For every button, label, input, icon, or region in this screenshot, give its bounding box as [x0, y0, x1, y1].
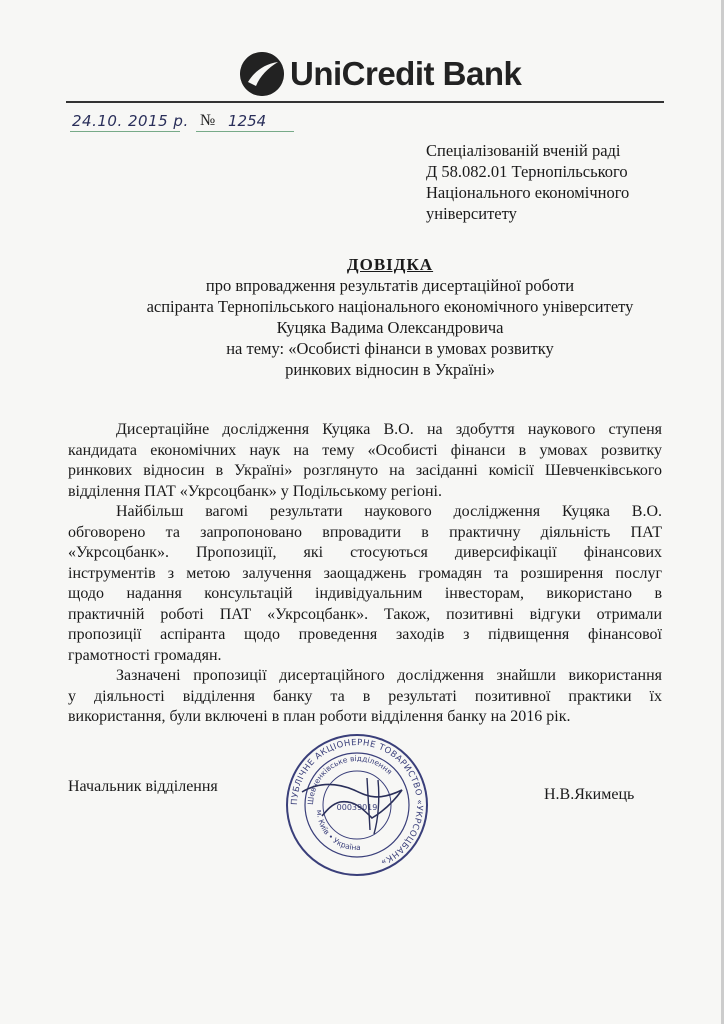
- body-line: обговорено та запропоновано впровадити в практичну діяльність ПАТ: [68, 523, 662, 541]
- body-line: грамотності громадян.: [68, 646, 222, 664]
- addressee-line: Д 58.082.01 Тернопільського: [426, 162, 628, 181]
- body-line: інструментів з метою залучення заощаджень громадян та розширення послуг: [68, 564, 662, 582]
- number-underline: [196, 131, 294, 132]
- body-line: ринкових відносин в Україні» розглянуто на засіданні комісії Шевченківського: [68, 462, 662, 479]
- addressee-block: [426, 140, 686, 224]
- body-line: «Укрсоцбанк». Пропозиції, які стосуються диверсифікації фінансових: [68, 544, 662, 561]
- addressee-line: Національного економічного: [426, 183, 630, 202]
- body-line: у діяльності відділення банку та в результаті позитивної практики їх: [68, 687, 662, 705]
- reference-line: [72, 112, 312, 136]
- bank-stamp: [282, 730, 432, 880]
- title-line: ринкових відносин в Україні»: [285, 360, 495, 379]
- body-line: використання, були включені в план роботи відділення банку на 2016 рік.: [68, 708, 571, 725]
- stamp-bottom-text: м. Київ • Україна: [314, 809, 361, 853]
- body-line: практичній роботі ПАТ «Укрсоцбанк». Також, позитивні відгуки отримали: [68, 605, 662, 623]
- reference-date: 24.10. 2015 р.: [72, 112, 189, 130]
- body-line: кандидата економічних наук на тему «Особисті фінанси в умовах розвитку: [68, 441, 662, 459]
- reference-number: 1254: [228, 112, 267, 130]
- stamp-inner-text: Шевченківське відділення: [305, 753, 394, 806]
- document-title: ДОВІДКА: [346, 255, 434, 274]
- stamp-outer-text: ПУБЛІЧНЕ АКЦІОНЕРНЕ ТОВАРИСТВО «УКРСОЦБАНК»: [289, 737, 425, 867]
- header-divider: [66, 101, 664, 103]
- title-line: на тему: «Особисті фінанси в умовах розвитку: [226, 339, 554, 358]
- body-line: Зазначені пропозиції дисертаційного дослідження знайшли використання: [116, 667, 662, 684]
- addressee-line: Спеціалізованій вченій раді: [426, 141, 621, 160]
- title-line: про впровадження результатів дисертаційної роботи: [205, 276, 575, 295]
- date-underline: [70, 131, 180, 132]
- addressee-line: університету: [426, 204, 517, 223]
- body-line: Найбільш вагомі результати наукового дослідження Куцяка В.О.: [116, 503, 662, 520]
- body-line: щодо надання консультацій індивідуальним інвесторам, використано в: [68, 585, 662, 602]
- stamp-code: 00039019: [336, 803, 378, 812]
- body-text: [68, 420, 662, 728]
- unicredit-logo: [240, 52, 521, 96]
- body-line: відділення ПАТ «Укрсоцбанк» у Подільському регіоні.: [68, 482, 442, 500]
- logo-text: UniCredit Bank: [290, 55, 522, 92]
- unicredit-emblem-icon: [240, 52, 284, 96]
- title-line: Куцяка Вадима Олександровича: [276, 318, 504, 337]
- reference-number-label: №: [200, 112, 216, 129]
- signatory-name: Н.В.Якимець: [544, 786, 635, 803]
- signatory-position: Начальник відділення: [68, 778, 218, 795]
- title-line: аспіранта Тернопільського національного економічного університету: [146, 297, 634, 316]
- body-line: пропозиції аспіранта щодо проведення заходів з підвищення фінансової: [68, 626, 662, 643]
- body-line: Дисертаційне дослідження Куцяка В.О. на здобуття наукового ступеня: [116, 421, 662, 438]
- title-block: [140, 254, 640, 380]
